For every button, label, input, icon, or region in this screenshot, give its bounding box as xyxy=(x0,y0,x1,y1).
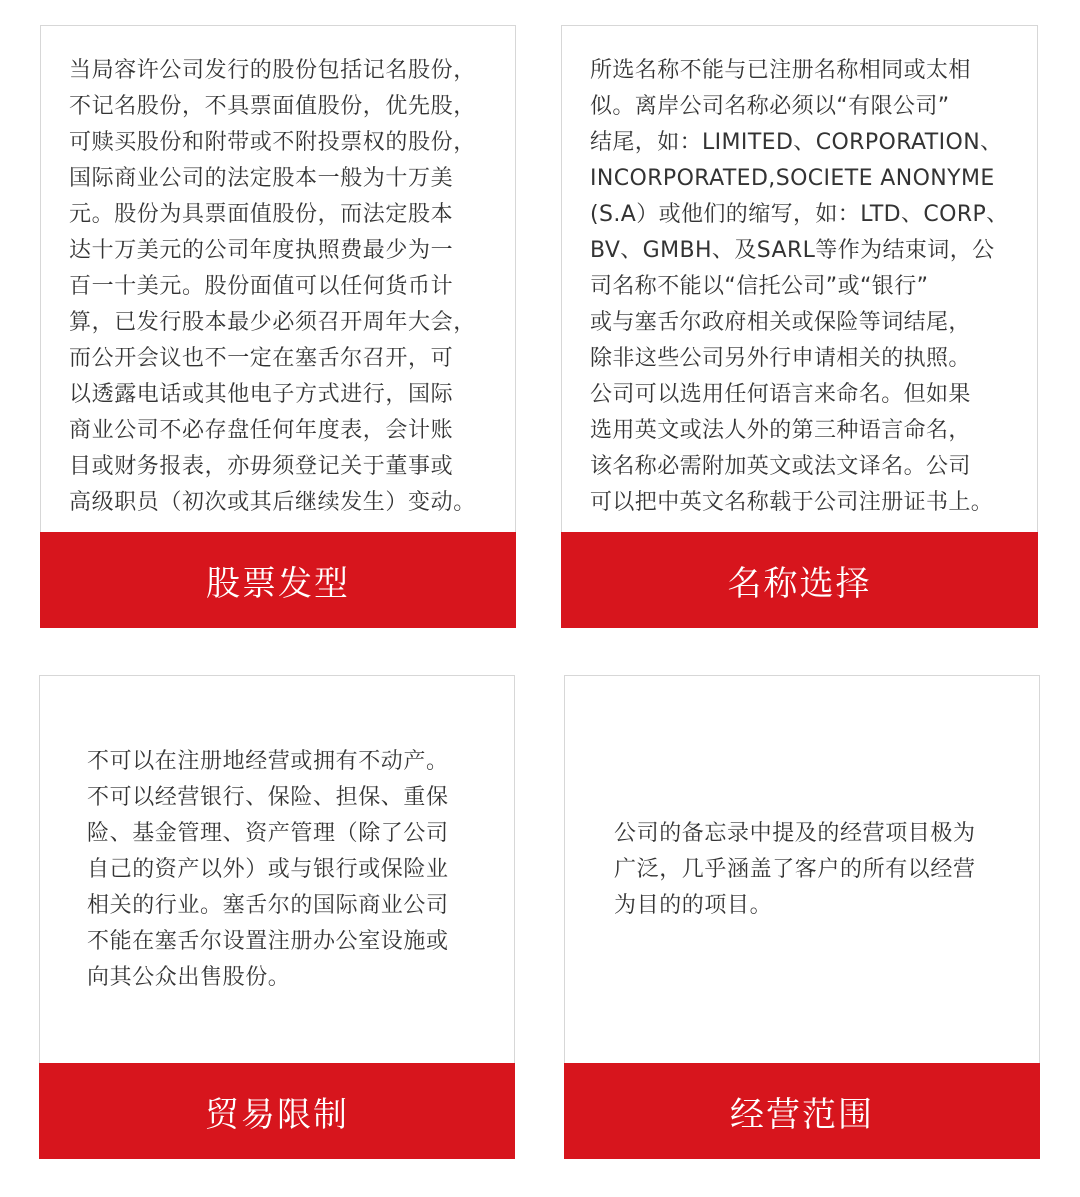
card-title: 股票发型 xyxy=(206,563,350,604)
card-share-issuance xyxy=(40,25,516,628)
card-title-bar xyxy=(561,532,1038,628)
card-body xyxy=(562,26,1037,532)
card-title-bar xyxy=(564,1063,1040,1159)
card-body xyxy=(40,676,514,1063)
card-description: 不可以在注册地经营或拥有不动产。 不可以经营银行、保险、担保、重保 险、基金管理、资产管理（除了公司 自己的资产以外）或与银行或保险业 相关的行业。塞舌尔的国际商业公司 不能在塞舌尔设置注册办公室设施或 向其公众出售股份。 xyxy=(87,748,449,990)
card-name-selection xyxy=(561,25,1038,628)
card-title: 经营范围 xyxy=(730,1094,874,1135)
card-body xyxy=(565,676,1039,1063)
card-business-scope xyxy=(564,675,1040,1159)
card-title: 名称选择 xyxy=(727,563,872,604)
card-trade-restrictions xyxy=(39,675,515,1159)
card-title-bar xyxy=(40,532,516,628)
card-title: 贸易限制 xyxy=(205,1094,349,1135)
card-description: 当局容许公司发行的股份包括记名股份， 不记名股份，不具票面值股份，优先股， 可赎买股份和附带或不附投票权的股份， 国际商业公司的法定股本一般为十万美 元。股份为具票面值股份，而法定股本 达十万美元的公司年度执照费最少为一 百一十美元。股份面值可以任何货币计 算，已发行股本最少必须召开周年大会， 而公开会议也不一定在塞舌尔召开，可 以透露电话或其他电子方式进行，国际 商业公司不必存盘任何年度表，会计账 目或财务报表，亦毋须登记关于董事或 高级职员（初次或其后继续发生）变动。 xyxy=(69,58,476,515)
card-description: 公司的备忘录中提及的经营项目极为 广泛，几乎涵盖了客户的所有以经营 为目的的项目。 xyxy=(614,820,976,918)
card-title-bar xyxy=(39,1063,515,1159)
card-description: 所选名称不能与已注册名称相同或太相 似。离岸公司名称必须以“有限公司” 结尾，如：LIMITED、CORPORATION、 INCORPORATED,SOCIETE ANONYME (S.A）或他们的缩写，如：LTD、CORP、 BV、GMBH、及SARL等作为结束词，公 司名称不能以“信托公司”或“银行” 或与塞舌尔政府相关或保险等词结尾， 除非这些公司另外行申请相关的执照。 公司可以选用任何语言来命名。但如果 选用英文或法人外的第三种语言命名， 该名称必需附加英文或法文译名。公司 可以把中英文名称载于公司注册证书上。 xyxy=(590,58,1009,515)
card-body xyxy=(41,26,515,532)
